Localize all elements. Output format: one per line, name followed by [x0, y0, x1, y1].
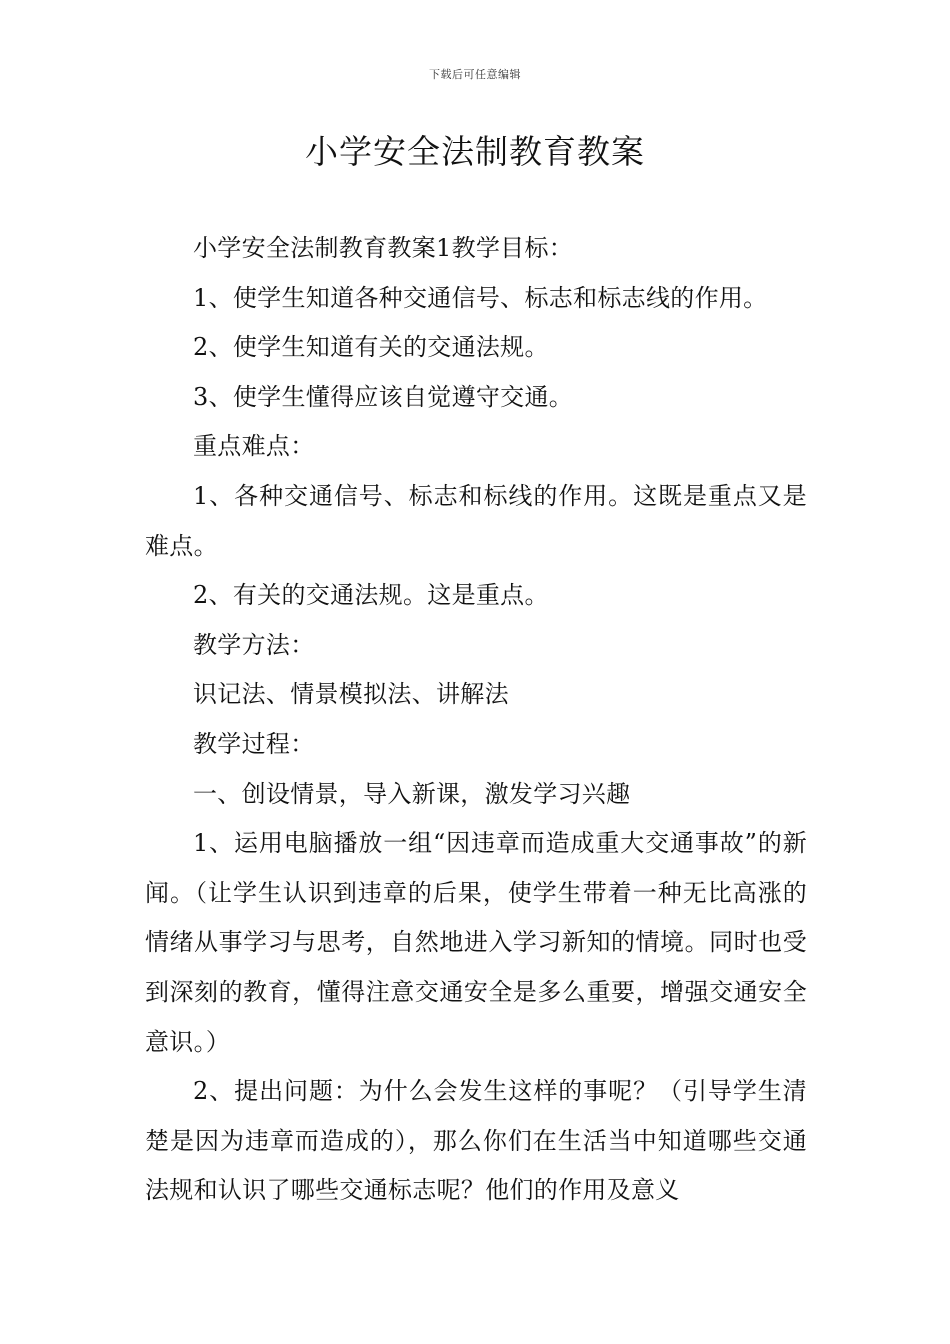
paragraph: 2、提出问题：为什么会发生这样的事呢？（引导学生清楚是因为违章而造成的），那么你们在生活当中知道哪些交通法规和认识了哪些交通标志呢？他们的作用及意义 — [145, 1077, 807, 1205]
paragraph: 教学过程： — [193, 729, 315, 758]
document-title: 小学安全法制教育教案 — [305, 132, 645, 171]
paragraph: 1、各种交通信号、标志和标线的作用。这既是重点又是难点。 — [145, 481, 807, 560]
paragraph: 教学方法： — [193, 630, 315, 659]
paragraph: 重点难点： — [193, 432, 315, 461]
header-note: 下载后可任意编辑 — [429, 68, 521, 81]
paragraph: 2、有关的交通法规。这是重点。 — [193, 581, 549, 610]
paragraph: 1、使学生知道各种交通信号、标志和标志线的作用。 — [193, 283, 768, 312]
paragraph: 3、使学生懂得应该自觉遵守交通。 — [193, 382, 574, 411]
paragraph: 识记法、情景模拟法、讲解法 — [193, 680, 509, 709]
paragraph: 小学安全法制教育教案1教学目标： — [193, 234, 574, 262]
paragraph: 1、运用电脑播放一组“因违章而造成重大交通事故”的新闻。（让学生认识到违章的后果，使学生带着一种无比高涨的情绪从事学习与思考，自然地进入学习新知的情境。同时也受到深刻的教育，懂得注意交通安全是多么重要，增强交通安全意识。） — [145, 829, 807, 1056]
paragraph: 2、使学生知道有关的交通法规。 — [193, 333, 549, 362]
paragraph: 一、创设情景，导入新课，激发学习兴趣 — [193, 779, 631, 808]
document-body — [145, 224, 807, 1216]
